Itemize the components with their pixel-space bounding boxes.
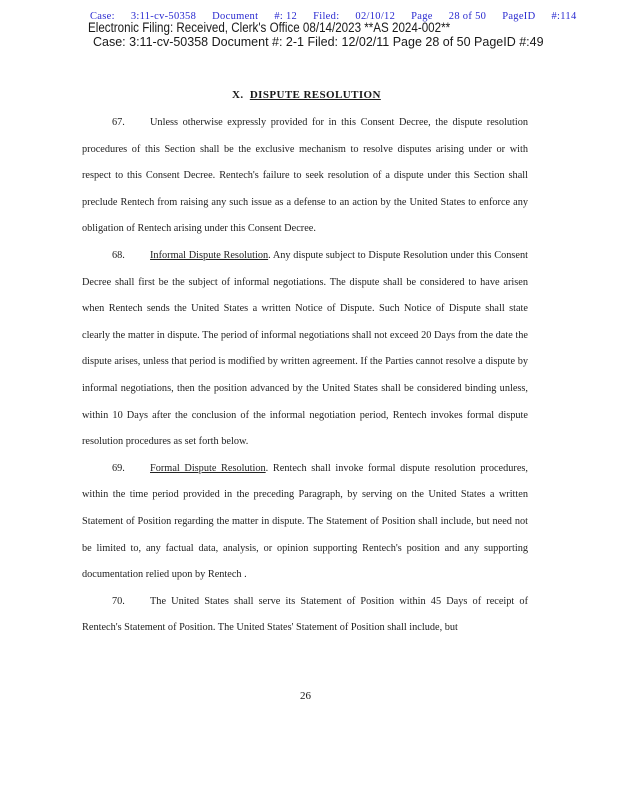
stamp-document-number: #: 12	[274, 11, 298, 22]
paragraph-number: 70.	[112, 595, 125, 607]
paragraph-number: 69.	[112, 462, 125, 474]
paragraph-number: 68.	[112, 249, 125, 261]
stamp-document-label: Document	[212, 11, 259, 22]
paragraph-text: The United States shall serve its Statement of Position within 45 Days of receipt of Rentech's Statement of Position. The United States' Statement of Position shall include, but	[82, 595, 528, 634]
paragraph-69	[82, 456, 528, 589]
stamp-filed-date: 02/10/12	[355, 11, 396, 22]
document-body	[82, 110, 528, 642]
paragraph-67	[82, 110, 528, 243]
paragraph-number: 67.	[112, 117, 125, 128]
paragraph-68	[82, 243, 528, 456]
section-number: X.	[232, 89, 244, 101]
paragraph-heading: Formal Dispute Resolution	[150, 462, 266, 474]
paragraph-text: Unless otherwise expressly provided for in this Consent Decree, the dispute resolution procedures of this Section shall be the exclusive mechanism to resolve disputes arising under or with respect to this Consent Decree. Rentech's failure to seek resolution of a dispute under this Section shall preclude Rentech from raising any such issue as a defense to an action by the United States to enforce any obligation of Rentech arising under this Consent Decree.	[82, 117, 528, 235]
stamp-case-label: Case:	[90, 11, 115, 22]
electronic-filing-header: Electronic Filing: Received, Clerk's Office 08/14/2023 **AS 2024-002**	[88, 20, 451, 35]
paragraph-70	[82, 589, 528, 642]
stamp-pageid-value: #:114	[551, 11, 577, 22]
stamp-filed-label: Filed:	[313, 11, 340, 22]
paragraph-text: . Rentech shall invoke formal dispute resolution procedures, within the time period provided in the preceding Paragraph, by serving on the United States a written Statement of Position regarding the matter in dispute. The Statement of Position shall include, but need not be limited to, any factual data, analysis, or opinion supporting Rentech's position and any supporting documentation relied upon by Rentech .	[82, 462, 529, 581]
stamp-page-value: 28 of 50	[448, 11, 487, 22]
section-title: DISPUTE RESOLUTION	[249, 89, 381, 101]
page-number: 26	[300, 690, 311, 702]
stamp-case-number: 3:11-cv-50358	[130, 11, 197, 22]
paragraph-heading: Informal Dispute Resolution	[150, 249, 269, 261]
stamp-page-label: Page	[411, 11, 433, 22]
paragraph-text: . Any dispute subject to Dispute Resolution under this Consent Decree shall first be the subject of informal negotiations. The dispute shall be considered to have arisen when Rentech sends the United States a written Notice of Dispute. Such Notice of Dispute shall state clearly the matter in dispute. The period of informal negotiations shall not exceed 20 Days from the date the dispute arises, unless that period is modified by written agreement. If the Parties cannot resolve a dispute by informal negotiations, then the position advanced by the United States shall be considered binding unless, within 10 Days after the conclusion of the informal negotiation period, Rentech invokes formal dispute resolution procedures as set forth below.	[82, 249, 528, 448]
section-heading	[232, 89, 381, 101]
stamp-pageid-label: PageID	[502, 11, 536, 22]
case-header: Case: 3:11-cv-50358 Document #: 2-1 Filed: 12/02/11 Page 28 of 50 PageID #:49	[93, 35, 544, 49]
